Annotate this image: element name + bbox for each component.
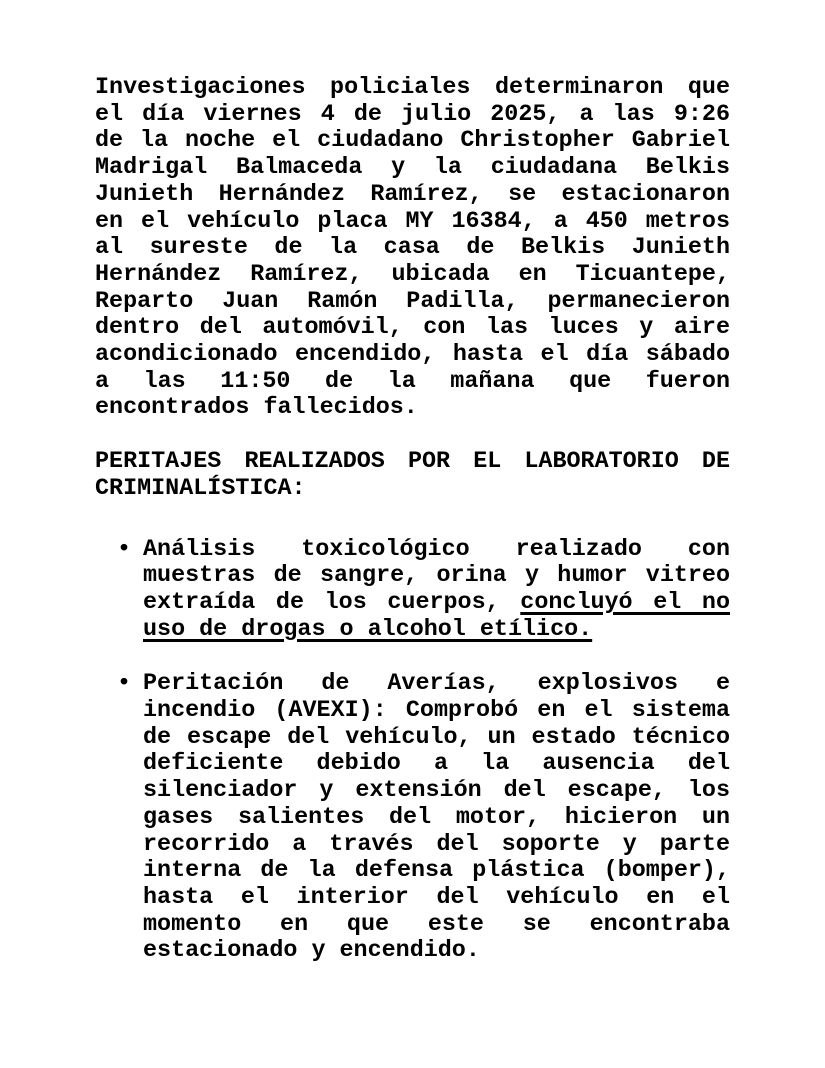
bullet-text-toxicology (143, 537, 730, 644)
paragraph-intro (95, 75, 730, 422)
document-body (95, 75, 730, 965)
text-line: encontrados fallecidos. (95, 395, 418, 422)
underlined-text: uso de drogas o alcohol etílico. (143, 616, 593, 643)
text-line: dentro del automóvil, con las luces y aire (95, 315, 730, 342)
text-line: en el vehículo placa MY 16384, a 450 metros (95, 208, 730, 235)
text-line: a las 11:50 de la mañana que fueron (95, 368, 730, 395)
underlined-text: concluyó el no (520, 589, 730, 616)
section-heading (95, 449, 730, 502)
bullet-icon: • (117, 671, 132, 698)
text-line: acondicionado encendido, hasta el día sábado (95, 342, 730, 369)
text-line: deficiente debido a la ausencia del (143, 751, 730, 778)
text-line: Peritación de Averías, explosivos e (143, 671, 730, 698)
text-line: Investigaciones policiales determinaron que (95, 75, 730, 101)
text-line: el día viernes 4 de julio 2025, a las 9:26 (95, 101, 730, 128)
text-line: Hernández Ramírez, ubicada en Ticuantepe, (95, 261, 730, 288)
text-line: muestras de sangre, orina y humor vitreo (143, 563, 730, 590)
bullet-item-avexi (95, 671, 730, 965)
text-line: Análisis toxicológico realizado con (143, 536, 730, 563)
text-line: recorrido a través del soporte y parte (143, 831, 730, 858)
text-line: Reparto Juan Ramón Padilla, permanecieron (95, 288, 730, 315)
text-line: silenciador y extensión del escape, los (143, 778, 730, 805)
text-line: al sureste de la casa de Belkis Junieth (95, 235, 730, 262)
text-line: interna de la defensa plástica (bomper), (143, 858, 730, 885)
text-line: estacionado y encendido. (143, 938, 480, 965)
text-line (143, 590, 730, 617)
text-line: momento en que este se encontraba (143, 911, 730, 938)
text-line: incendio (AVEXI): Comprobó en el sistema (143, 698, 730, 725)
bullet-text-avexi (143, 671, 730, 965)
bullet-icon: • (117, 536, 132, 563)
section-heading-line: PERITAJES REALIZADOS POR EL LABORATORIO DE (95, 449, 730, 476)
text-line: Madrigal Balmaceda y la ciudadana Belkis (95, 155, 730, 182)
text-segment: extraída de los cuerpos, (143, 589, 521, 616)
text-line: hasta el interior del vehículo en el (143, 884, 730, 911)
text-line: gases salientes del motor, hicieron un (143, 804, 730, 831)
text-line: Junieth Hernández Ramírez, se estacionaron (95, 181, 730, 208)
text-line: de escape del vehículo, un estado técnico (143, 724, 730, 751)
bullet-list (95, 537, 730, 966)
bullet-item-toxicology (95, 537, 730, 644)
section-heading-line: CRIMINALÍSTICA: (95, 475, 306, 502)
text-line: de la noche el ciudadano Christopher Gabriel (95, 128, 730, 155)
